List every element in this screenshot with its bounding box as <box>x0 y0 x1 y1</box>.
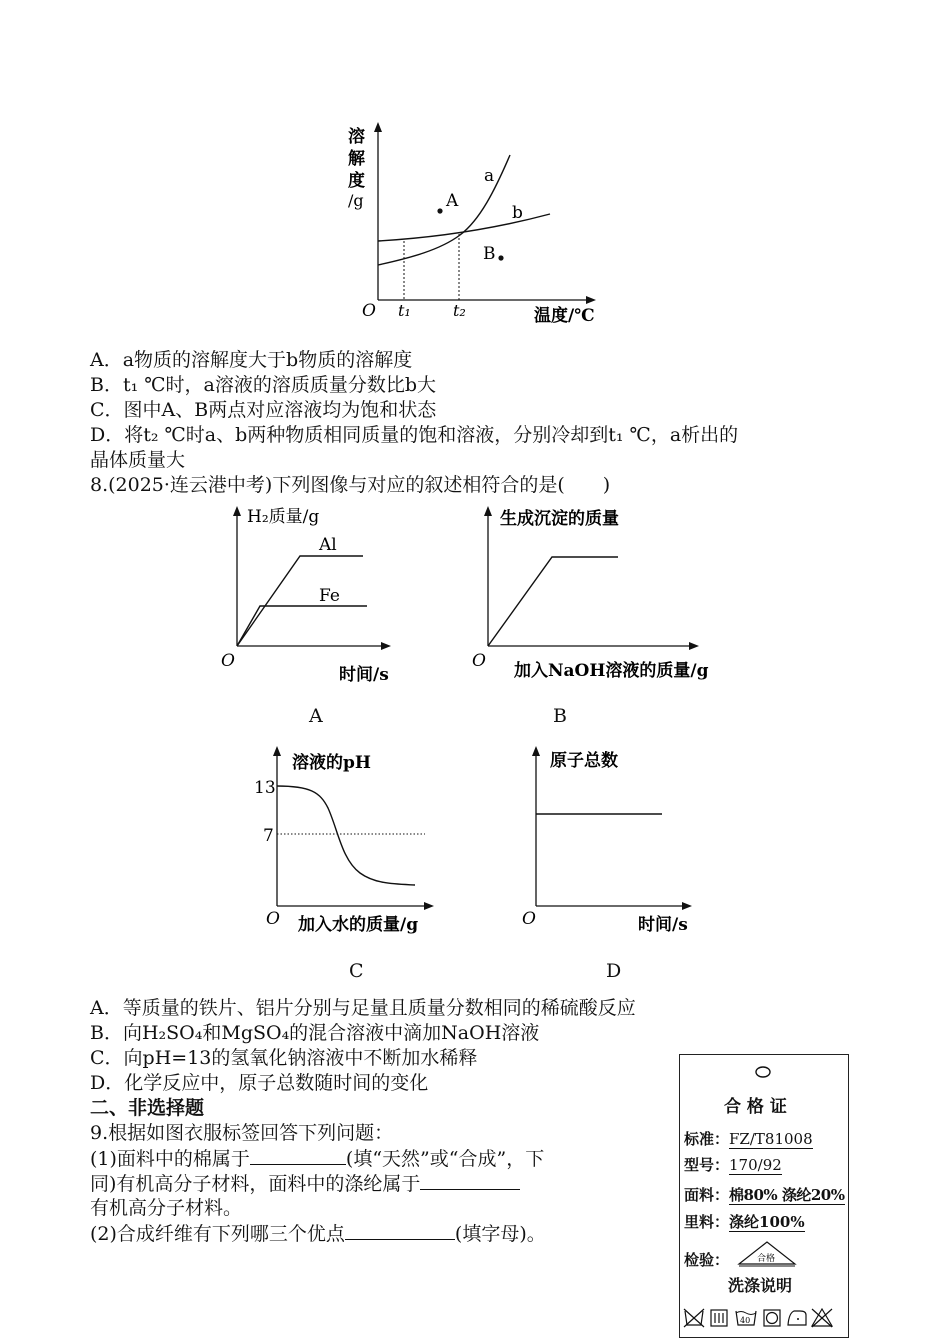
label-standard-value: FZ/T81008 <box>729 1130 813 1148</box>
point-B <box>498 255 503 260</box>
answer-blank-2[interactable] <box>420 1171 520 1190</box>
q9-part1-line3: 有机高分子材料。 <box>90 1197 243 1219</box>
graph-a-xlabel: 时间/s <box>339 665 389 685</box>
q7-option-d: D．将t₂ ℃时a、b两种物质相同质量的饱和溶液，分别冷却到t₁ ℃，a析出的 <box>90 424 739 446</box>
graph-c-xlabel: 加入水的质量/g <box>298 915 419 935</box>
wash-temp-label: 40 <box>740 1316 751 1325</box>
q8-option-d: D．化学反应中，原子总数随时间的变化 <box>90 1072 429 1094</box>
y-axis-label-4: /g <box>348 191 364 210</box>
label-lining-value: 涤纶100% <box>729 1213 805 1231</box>
q7-option-c: C．图中A、B两点对应溶液均为饱和状态 <box>90 399 437 421</box>
label-fabric-key: 面料： <box>684 1186 730 1204</box>
label-standard-row <box>684 1127 813 1151</box>
q9-part1-text-b: (填“天然”或“合成”，下 <box>345 1148 545 1170</box>
graph-b <box>468 500 748 690</box>
t2-label: t₂ <box>453 301 466 320</box>
label-model-key: 型号： <box>684 1156 730 1174</box>
curve-b-label: b <box>512 203 523 223</box>
graph-d-xlabel: 时间/s <box>638 915 688 935</box>
hanger-hole-icon <box>753 1065 773 1079</box>
point-B-label: B <box>483 244 496 264</box>
graph-a-al-label: Al <box>319 535 337 555</box>
graph-c-tick-13: 13 <box>254 778 276 798</box>
q9-part2-line <box>90 1221 546 1246</box>
q7-option-a: A．a物质的溶解度大于b物质的溶解度 <box>90 349 413 371</box>
graph-b-ylabel: 生成沉淀的质量 <box>500 509 619 529</box>
answer-blank-3[interactable] <box>345 1221 455 1240</box>
label-inspect-key: 检验： <box>684 1251 730 1269</box>
curve-b <box>378 214 550 241</box>
t1-label: t₁ <box>398 301 411 320</box>
graph-d-caption: D <box>606 960 622 982</box>
graph-d-origin: O <box>522 909 536 929</box>
do-not-bleach-icon <box>812 1309 832 1327</box>
q8-option-b: B．向H₂SO₄和MgSO₄的混合溶液中滴加NaOH溶液 <box>90 1022 540 1044</box>
graph-c-tick-7: 7 <box>263 826 274 846</box>
graph-a-al-line <box>237 556 363 646</box>
q9-part2-text-b: (填字母)。 <box>454 1223 546 1245</box>
y-axis-label-1: 溶 <box>348 127 365 147</box>
clothing-label <box>679 1054 849 1338</box>
q8-option-a: A．等质量的铁片、铝片分别与足量且质量分数相同的稀硫酸反应 <box>90 997 636 1019</box>
graph-c-ylabel: 溶液的pH <box>292 753 371 773</box>
drip-dry-icon <box>711 1310 727 1326</box>
graph-c-caption: C <box>349 960 364 982</box>
section-heading: 二、非选择题 <box>90 1097 205 1119</box>
inspection-stamp-icon <box>734 1239 800 1269</box>
iron-icon <box>788 1311 806 1325</box>
q7-option-d-cont: 晶体质量大 <box>90 449 186 471</box>
do-not-wash-icon <box>684 1309 704 1327</box>
y-axis-label-2: 解 <box>348 149 365 169</box>
point-A <box>437 208 442 213</box>
solubility-chart <box>340 120 610 330</box>
tumble-dry-icon <box>764 1310 780 1326</box>
graph-a-fe-label: Fe <box>319 586 340 606</box>
q9-part1-text-c: 同)有机高分子材料，面料中的涤纶属于 <box>90 1173 421 1195</box>
origin-label: O <box>362 301 376 321</box>
label-standard-key: 标准： <box>684 1130 730 1148</box>
graph-b-origin: O <box>472 651 486 671</box>
graph-d-ylabel: 原子总数 <box>550 751 618 771</box>
x-axis-label: 温度/℃ <box>534 306 595 326</box>
q9-part2-text-a: (2)合成纤维有下列哪三个优点 <box>90 1223 345 1245</box>
label-wash-title: 洗涤说明 <box>728 1276 793 1295</box>
q7-option-b: B．t₁ ℃时，a溶液的溶质质量分数比b大 <box>90 374 436 396</box>
q8-option-c: C．向pH=13的氢氧化钠溶液中不断加水稀释 <box>90 1047 478 1069</box>
q9-part1-text-a: (1)面料中的棉属于 <box>90 1148 250 1170</box>
label-model-row <box>684 1153 782 1177</box>
label-title: 合 格 证 <box>724 1097 787 1117</box>
wash-40-icon <box>736 1311 756 1325</box>
graph-c-origin: O <box>266 909 280 929</box>
q9-stem: 9.根据如图衣服标签回答下列问题： <box>90 1122 394 1144</box>
graph-b-xlabel: 加入NaOH溶液的质量/g <box>514 661 709 681</box>
graph-d <box>510 740 730 940</box>
label-lining-key: 里料： <box>684 1213 730 1231</box>
graph-a <box>215 500 415 690</box>
q9-part1-line1 <box>90 1146 544 1171</box>
graph-b-line <box>488 557 618 646</box>
graph-a-ylabel: H₂质量/g <box>247 507 320 527</box>
graph-b-caption: B <box>553 705 567 727</box>
q8-stem: 8.(2025·连云港中考)下列图像与对应的叙述相符合的是( ) <box>90 474 611 496</box>
graph-a-origin: O <box>221 651 235 671</box>
label-fabric-row <box>684 1183 845 1207</box>
inspection-stamp-text: 合格 <box>757 1254 776 1264</box>
graph-a-caption: A <box>309 705 323 727</box>
answer-blank-1[interactable] <box>250 1146 346 1165</box>
graph-a-fe-line <box>237 606 367 646</box>
label-fabric-value: 棉80% 涤纶20% <box>729 1186 845 1204</box>
point-A-label: A <box>446 191 459 211</box>
wash-care-icons <box>682 1305 846 1331</box>
label-inspect-row <box>684 1248 729 1272</box>
graph-c <box>250 740 470 940</box>
q9-part1-line2 <box>90 1171 520 1196</box>
curve-a-label: a <box>484 166 495 186</box>
graph-c-ph-curve <box>277 786 415 885</box>
y-axis-label-3: 度 <box>348 171 365 191</box>
label-model-value: 170/92 <box>729 1156 782 1174</box>
label-lining-row <box>684 1210 805 1234</box>
